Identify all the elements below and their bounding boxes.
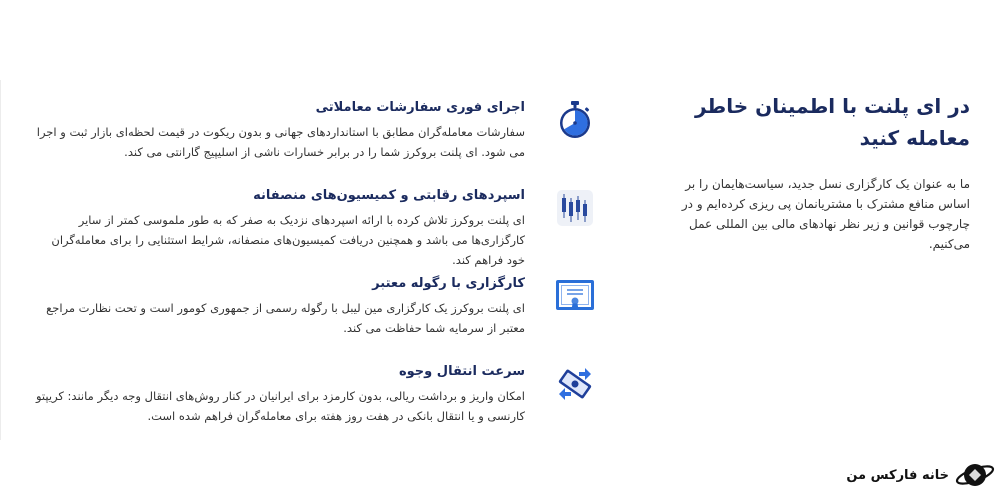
watermark-text: خانه فارکس من (846, 467, 949, 483)
feature-title: کارگزاری با رگوله معتبر (372, 276, 525, 291)
candlestick-chart-icon (555, 188, 595, 228)
hero-title: در ای پلنت با اطمینان خاطر معامله کنید (694, 94, 970, 150)
money-transfer-icon (555, 364, 595, 404)
planet-logo-icon (955, 458, 995, 492)
feature-description: ای پلنت بروکرز یک کارگزاری مین لیبل با رگوله رسمی از جمهوری کومور است و تحت نظارت مراجع معتبر از سرمایه شما حفاظت می کند. (46, 301, 525, 335)
feature-item-regulation (35, 274, 595, 362)
watermark-logo (846, 455, 995, 495)
feature-title: اجرای فوری سفارشات معاملاتی (315, 100, 525, 115)
hero-section (670, 90, 970, 254)
features-list (35, 98, 595, 450)
feature-item-fund-transfer (35, 362, 595, 450)
left-divider (0, 80, 1, 440)
feature-description: ای پلنت بروکرز تلاش کرده با ارائه اسپردهای نزدیک به صفر که به طور ملموسی کمتر از سایر کارگزاری‌ها می باشد و همچنین دریافت کمیسیون‌های منصفانه، شرایط استثنایی را برای معامله‌گران خود فراهم کند. (51, 213, 525, 267)
stopwatch-icon (555, 100, 595, 140)
feature-item-instant-execution (35, 98, 595, 186)
hero-description: ما به عنوان یک کارگزاری نسل جدید، سیاست‌هایمان را بر اساس منافع مشترک با مشتریانمان پی ریزی کرده‌ایم و در چارچوب قوانین و زیر نظر نهادهای مالی بین المللی عمل می‌کنیم. (681, 177, 970, 251)
feature-title: اسپردهای رقابتی و کمیسیون‌های منصفانه (253, 188, 525, 203)
feature-title: سرعت انتقال وجوه (398, 364, 525, 379)
feature-description: امکان واریز و برداشت ریالی، بدون کارمزد برای ایرانیان در کنار روش‌های انتقال وجه دیگر مانند: کریپتو کارنسی و یا انتقال بانکی در هفت روز هفته برای معامله‌گران فراهم شده است. (35, 389, 525, 423)
feature-item-spreads (35, 186, 595, 274)
certificate-icon (555, 276, 595, 316)
feature-description: سفارشات معامله‌گران مطابق با استانداردهای جهانی و بدون ریکوت در قیمت لحظه‌ای بازار ثبت و اجرا می شود. ای پلنت بروکرز شما را در برابر خسارات ناشی از اسلیپیج گارانتی می کند. (36, 125, 525, 159)
